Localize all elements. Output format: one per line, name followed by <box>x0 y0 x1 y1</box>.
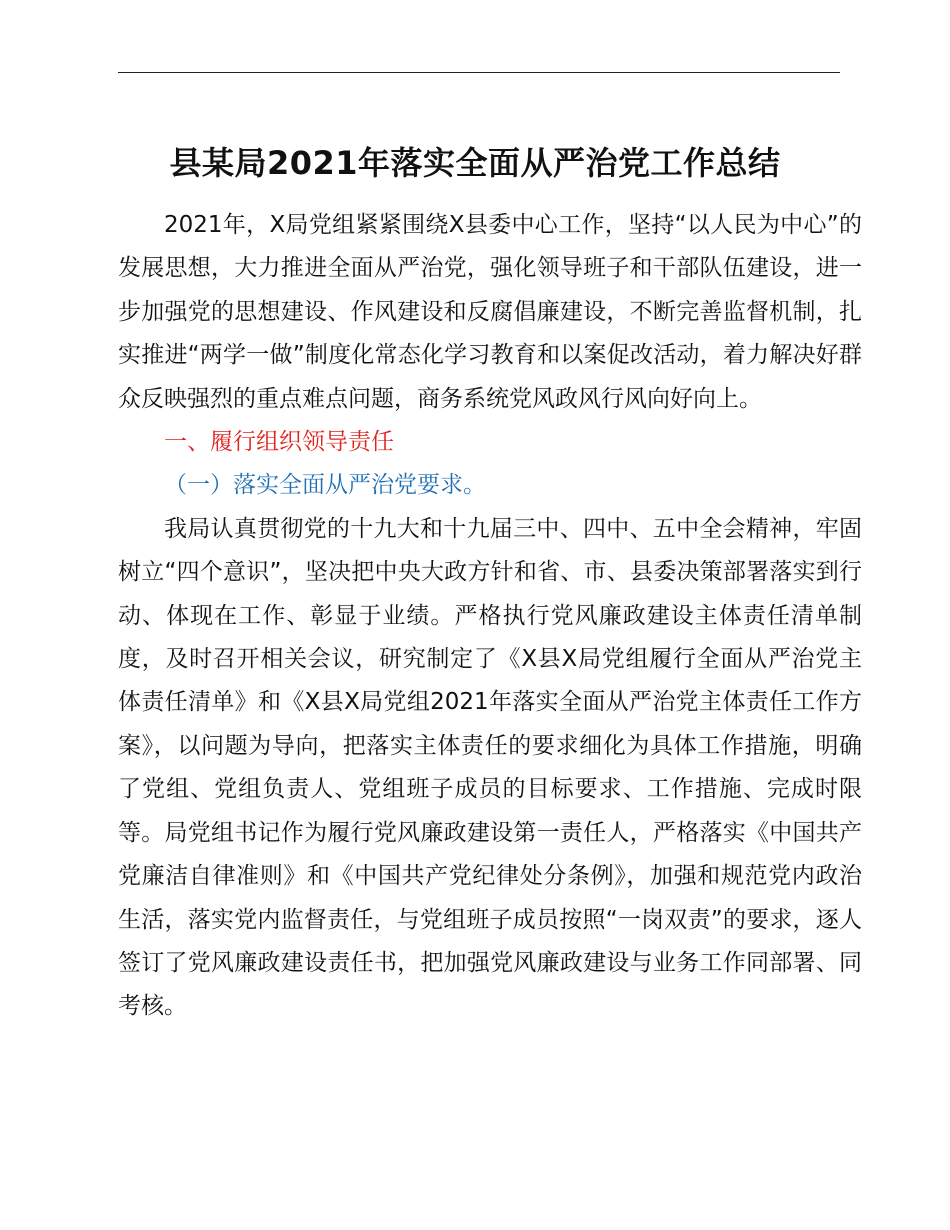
body-paragraph: 我局认真贯彻党的十九大和十九届三中、四中、五中全会精神，牢固树立“四个意识”，坚决把中央大政方针和省、市、县委决策部署落实到行动、体现在工作、彰显于业绩。严格执行党风廉政建设主体责任清单制度，及时召开相关会议，研究制定了《X县X局党组履行全面从严治党主体责任清单》和《X县X局党组2021年落实全面从严治党主体责任工作方案》，以问题为导向，把落实主体责任的要求细化为具体工作措施，明确了党组、党组负责人、党组班子成员的目标要求、工作措施、完成时限等。局党组书记作为履行党风廉政建设第一责任人，严格落实《中国共产党廉洁自律准则》和《中国共产党纪律处分条例》，加强和规范党内政治生活，落实党内监督责任，与党组班子成员按照“一岗双责”的要求，逐人签订了党风廉政建设责任书，把加强党风廉政建设与业务工作同部署、同考核。 <box>118 515 862 1020</box>
section-heading: 一、履行组织领导责任 <box>164 429 394 456</box>
document-body <box>118 204 862 1029</box>
header-rule <box>118 72 840 73</box>
intro-paragraph: 2021年，X局党组紧紧围绕X县委中心工作，坚持“以人民为中心”的发展思想，大力推进全面从严治党，强化领导班子和干部队伍建设，进一步加强党的思想建设、作风建设和反腐倡廉建设，不断完善监督机制，扎实推进“两学一做”制度化常态化学习教育和以案促改活动，着力解决好群众反映强烈的重点难点问题，商务系统党风政风行风向好向上。 <box>118 212 862 412</box>
subsection-heading: （一）落实全面从严治党要求。 <box>164 472 486 499</box>
document-title: 县某局2021年落实全面从严治党工作总结 <box>169 144 781 182</box>
